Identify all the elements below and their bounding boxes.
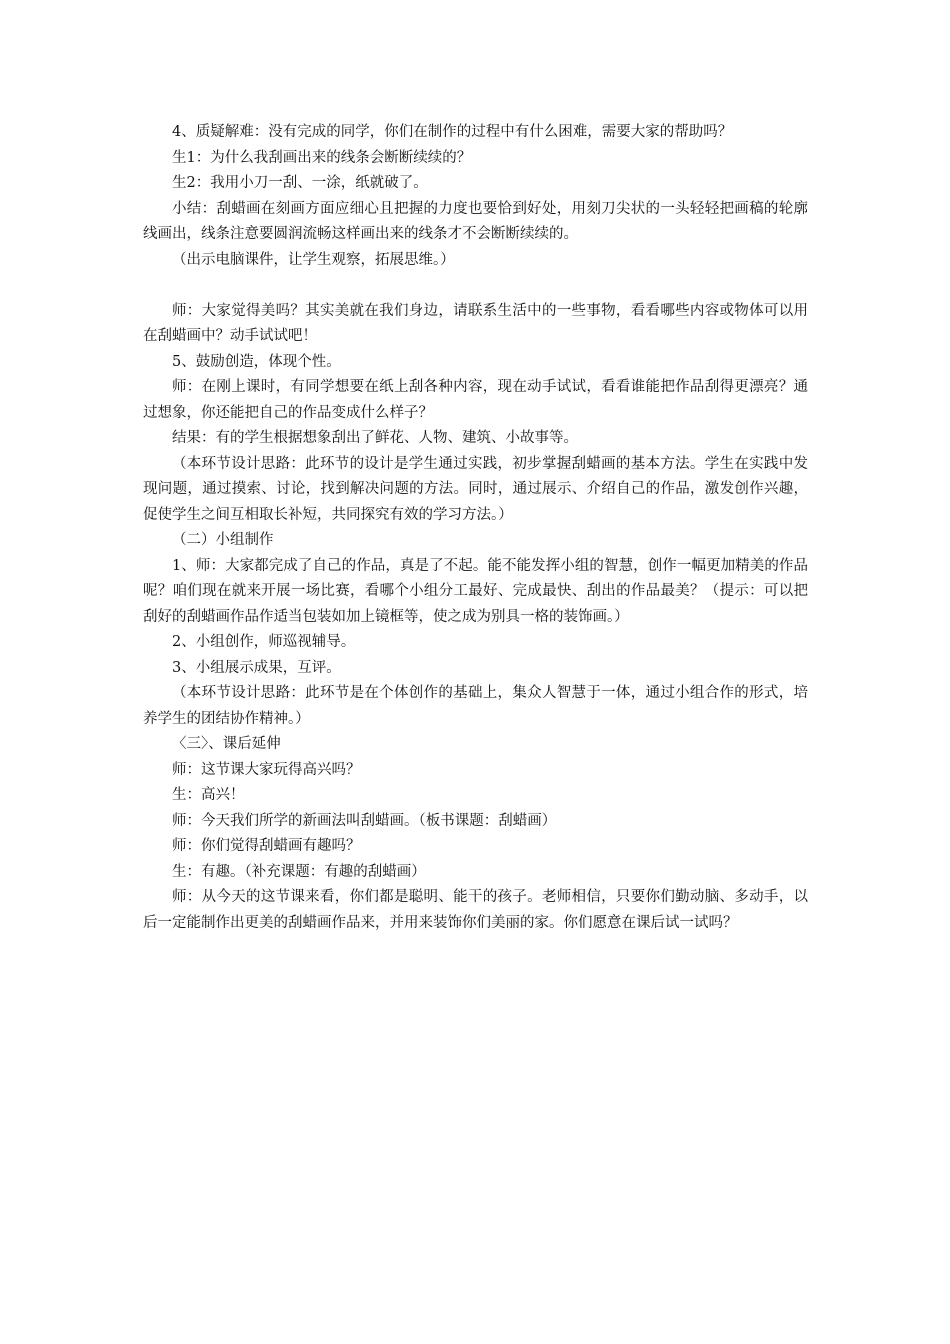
paragraph-section-5: 5、鼓励创造，体现个性。	[172, 353, 341, 370]
paragraph-group-heading: （二）小组制作	[172, 532, 274, 548]
paragraph-student-1: 生1：为什么我刮画出来的线条会断断续续的？	[172, 149, 472, 166]
paragraph-teacher-imagine: 师：在刚上课时，有同学想要在纸上刮各种内容，现在动手试试，看看谁能把作品刮得更漂亮？通过想象，你还能把自己的作品变成什么样子？	[143, 379, 808, 421]
paragraph-teacher-beauty: 师：大家觉得美吗？其实美就在我们身边，请联系生活中的一些事物，看看哪些内容或物体可以用在刮蜡画中？动手试试吧！	[143, 302, 808, 344]
paragraph-question-intro: 4、质疑解难：没有完成的同学，你们在制作的过程中有什么困难，需要大家的帮助吗？	[172, 124, 733, 140]
paragraph-result: 结果：有的学生根据想象刮出了鲜花、人物、建筑、小故事等。	[172, 430, 578, 446]
paragraph-courseware-note: （出示电脑课件，让学生观察，拓展思维。）	[172, 251, 455, 268]
paragraph-student-2: 生2：我用小刀一刮、一涂，纸就破了。	[172, 175, 428, 191]
paragraph-teacher-title: 师：今天我们所学的新画法叫刮蜡画。（板书课题：刮蜡画）	[172, 812, 557, 829]
paragraph-student-interesting: 生：有趣。（补充课题：有趣的刮蜡画）	[172, 863, 426, 880]
paragraph-group-task: 1、师：大家都完成了自己的作品，真是了不起。能不能发挥小组的智慧，创作一幅更加精美的作品呢？咱们现在就来开展一场比赛，看哪个小组分工最好、完成最快、刮出的作品最美？（提示：可以把刮好的刮蜡画作品作适当包装如加上镜框等，使之成为别具一格的装饰画。）	[143, 557, 808, 625]
paragraph-design-note-1: （本环节设计思路：此环节的设计是学生通过实践，初步掌握刮蜡画的基本方法。学生在实践中发现问题，通过摸索、讨论，找到解决问题的方法。同时，通过展示、介绍自己的作品，激发创作兴趣，促使学生之间互相取长补短，共同探究有效的学习方法。）	[143, 455, 808, 523]
paragraph-teacher-closing: 师：从今天的这节课来看，你们都是聪明、能干的孩子。老师相信，只要你们勤动脑、多动手，以后一定能制作出更美的刮蜡画作品来，并用来装饰你们美丽的家。你们愿意在课后试一试吗？	[143, 889, 808, 931]
paragraph-summary: 小结：刮蜡画在刻画方面应细心且把握的力度也要恰到好处，用刻刀尖状的一头轻轻把画稿的轮廓线画出，线条注意要圆润流畅这样画出来的线条才不会断断续续的。	[143, 200, 808, 242]
document-body	[143, 120, 808, 936]
paragraph-group-create: 2、小组创作，师巡视辅导。	[172, 634, 356, 650]
paragraph-extension-heading: 〈三〉、课后延伸	[172, 736, 281, 752]
paragraph-group-show: 3、小组展示成果，互评。	[172, 659, 341, 676]
paragraph-teacher-happy: 师：这节课大家玩得高兴吗？	[172, 761, 361, 778]
paragraph-design-note-2: （本环节设计思路：此环节是在个体创作的基础上，集众人智慧于一体，通过小组合作的形式，培养学生的团结协作精神。）	[143, 685, 808, 727]
paragraph-student-happy: 生：高兴！	[172, 787, 245, 803]
paragraph-teacher-interesting: 师：你们觉得刮蜡画有趣吗？	[172, 838, 361, 854]
blank-line	[143, 273, 808, 299]
